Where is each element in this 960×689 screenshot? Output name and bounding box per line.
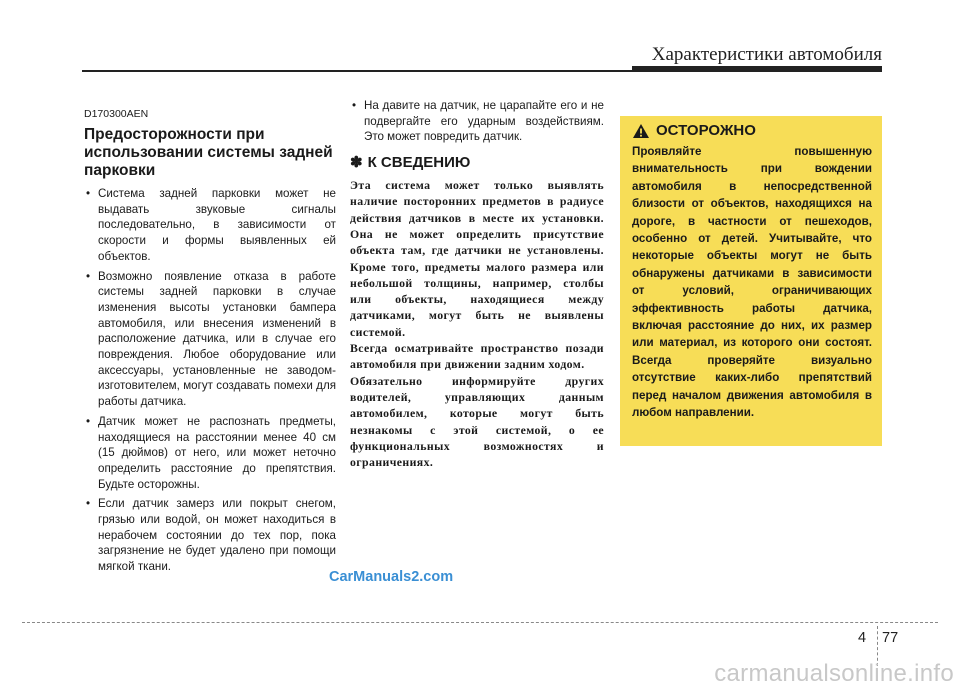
section-number: 4 bbox=[858, 630, 867, 646]
page-number: 77 bbox=[882, 630, 899, 646]
section-code: D170300AEN bbox=[84, 108, 149, 120]
list-item: • Возможно появление отказа в работе системы задней парковки в случае изменения высоты установки бампера автомобиля, или внесения изменений в расположение датчика, или в случае его повреждения. Любое оборудование или аксессуары, установленные не заводом-изготовителем, могут создавать помехи для работы датчика. bbox=[84, 269, 336, 410]
info-heading-label: К СВЕДЕНИЮ bbox=[367, 153, 471, 171]
warning-title bbox=[632, 122, 872, 139]
list-item: • Система задней парковки может не выдавать звуковые сигналы последовательно, в зависимости от скорости и формы выявленных ей объектов. bbox=[84, 186, 336, 265]
asterisk-icon: ✽ bbox=[350, 154, 363, 172]
bullet-list bbox=[350, 98, 604, 145]
header-rule bbox=[82, 70, 882, 72]
bullet-list bbox=[84, 186, 336, 575]
warning-triangle-icon bbox=[632, 123, 650, 139]
list-item: • На давите на датчик, не царапайте его и не подвергайте его ударным воздействиям. Это может повредить датчик. bbox=[350, 98, 604, 145]
page-header-title: Характеристики автомобиля bbox=[651, 44, 882, 65]
warning-body: Проявляйте повышенную внимательность при вождении автомобиля в непосредственной близости от объектов, находящихся на дороге, в частности от пешеходов, особенно от детей. Учитывайте, что некоторые объекты могут не быть обнаружены датчиками в зависимости от условий, ограничивающих эффективность работы датчика, включая расстояние до них, их размер или материал, из которого они состоят. Всегда проверяйте визуально отсутствие каких-либо препятствий перед началом движения автомобиля в любом направлении. bbox=[632, 145, 872, 420]
info-paragraph: Эта система может только выявлять наличие посторонних предметов в радиусе действия датчиков в месте их установки. Она не может определить присутствие объекта там, где датчики не установлены. Кроме того, предметы малого размера или небольшой толщины, например, столбы или объекты, находящиеся между датчиками, могут быть не выявлены системой. bbox=[350, 178, 604, 339]
footer-divider bbox=[22, 622, 938, 623]
list-item: • Датчик может не распознать предметы, находящиеся на расстоянии менее 40 см (15 дюймов) от него, или может неточно определить расстояние до препятствия. Будьте осторожны. bbox=[84, 414, 336, 493]
middle-column bbox=[350, 98, 604, 470]
site-watermark[interactable]: CarManuals2.com bbox=[329, 569, 454, 585]
info-paragraph: Всегда осматривайте пространство позади автомобиля при движении задним ходом. bbox=[350, 341, 604, 372]
info-paragraph: Обязательно информируйте других водителей, управляющих данным автомобилем, которые могут быть незнакомы с этой системой, о ее функциональных возможностях и ограничениях. bbox=[350, 373, 604, 470]
left-column bbox=[84, 108, 336, 579]
list-item: • Если датчик замерз или покрыт снегом, грязью или водой, он может находиться в нерабочем состоянии до тех пор, пока загрязнение не будет удалено при помощи мягкой ткани. bbox=[84, 496, 336, 575]
footer-watermark[interactable]: carmanualsonline.info bbox=[714, 660, 954, 687]
section-heading: Предосторожности при использовании системы задней парковки bbox=[84, 126, 333, 179]
warning-title-label: ОСТОРОЖНО bbox=[656, 122, 756, 139]
warning-box bbox=[620, 116, 882, 446]
info-heading bbox=[350, 153, 604, 171]
